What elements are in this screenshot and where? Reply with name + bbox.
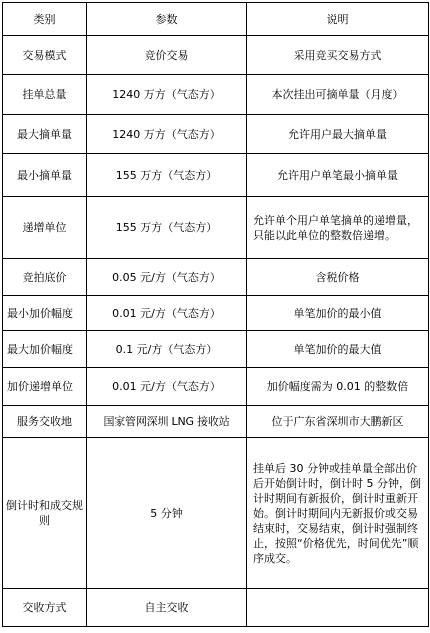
row-parameter: 0.1 元/方（气态方） (87, 331, 247, 368)
table-row (3, 331, 429, 368)
row-category: 服务交收地 (3, 406, 87, 438)
row-parameter: 竞价交易 (87, 36, 247, 75)
row-category: 竞拍底价 (3, 259, 87, 296)
table-row (3, 75, 429, 115)
row-parameter: 0.05 元/方（气态方） (87, 259, 247, 296)
row-description: 单笔加价的最小值 (247, 296, 429, 331)
row-category: 倒计时和成交规则 (3, 438, 87, 589)
row-description: 位于广东省深圳市大鹏新区 (247, 406, 429, 438)
row-parameter: 自主交收 (87, 589, 247, 627)
row-parameter: 国家管网深圳 LNG 接收站 (87, 406, 247, 438)
row-description: 含税价格 (247, 259, 429, 296)
row-description: 单笔加价的最大值 (247, 331, 429, 368)
table-header-row (3, 3, 429, 36)
row-description: 采用竞买交易方式 (247, 36, 429, 75)
row-category: 最小加价幅度 (3, 296, 87, 331)
header-category: 类别 (3, 3, 87, 36)
row-description: 允许用户最大摘单量 (247, 115, 429, 154)
row-category: 交收方式 (3, 589, 87, 627)
table-row (3, 438, 429, 589)
row-description: 挂单后 30 分钟或挂单量全部出价后开始倒计时，倒计时 5 分钟，倒计时期间有新报价，倒计时重新开始。倒计时期间内无新报价或交易结束时，交易结束，倒计时强制终止，按照“价格优先，时间优先”顺序成交。 (247, 438, 429, 589)
table-row (3, 115, 429, 154)
table-row (3, 589, 429, 627)
table-row (3, 259, 429, 296)
row-description (247, 589, 429, 627)
row-parameter: 155 万方（气态方） (87, 154, 247, 197)
table-row (3, 406, 429, 438)
row-parameter: 1240 万方（气态方） (87, 75, 247, 115)
row-category: 交易模式 (3, 36, 87, 75)
header-parameter: 参数 (87, 3, 247, 36)
row-description: 允许用户单笔最小摘单量 (247, 154, 429, 197)
table-row (3, 154, 429, 197)
row-parameter: 0.01 元/方（气态方） (87, 368, 247, 406)
table-row (3, 36, 429, 75)
row-category: 递增单位 (3, 197, 87, 259)
row-parameter: 1240 万方（气态方） (87, 115, 247, 154)
row-description: 本次挂出可摘单量（月度） (247, 75, 429, 115)
header-description: 说明 (247, 3, 429, 36)
row-parameter: 5 分钟 (87, 438, 247, 589)
table-row (3, 197, 429, 259)
row-category: 最小摘单量 (3, 154, 87, 197)
row-category: 最大摘单量 (3, 115, 87, 154)
row-description: 允许单个用户单笔摘单的递增量，只能以此单位的整数倍递增。 (247, 197, 429, 259)
auction-parameter-table (2, 2, 429, 627)
row-description: 加价幅度需为 0.01 的整数倍 (247, 368, 429, 406)
row-category: 挂单总量 (3, 75, 87, 115)
row-parameter: 155 万方（气态方） (87, 197, 247, 259)
row-category: 最大加价幅度 (3, 331, 87, 368)
table-row (3, 368, 429, 406)
row-parameter: 0.01 元/方（气态方） (87, 296, 247, 331)
table-row (3, 296, 429, 331)
row-category: 加价递增单位 (3, 368, 87, 406)
